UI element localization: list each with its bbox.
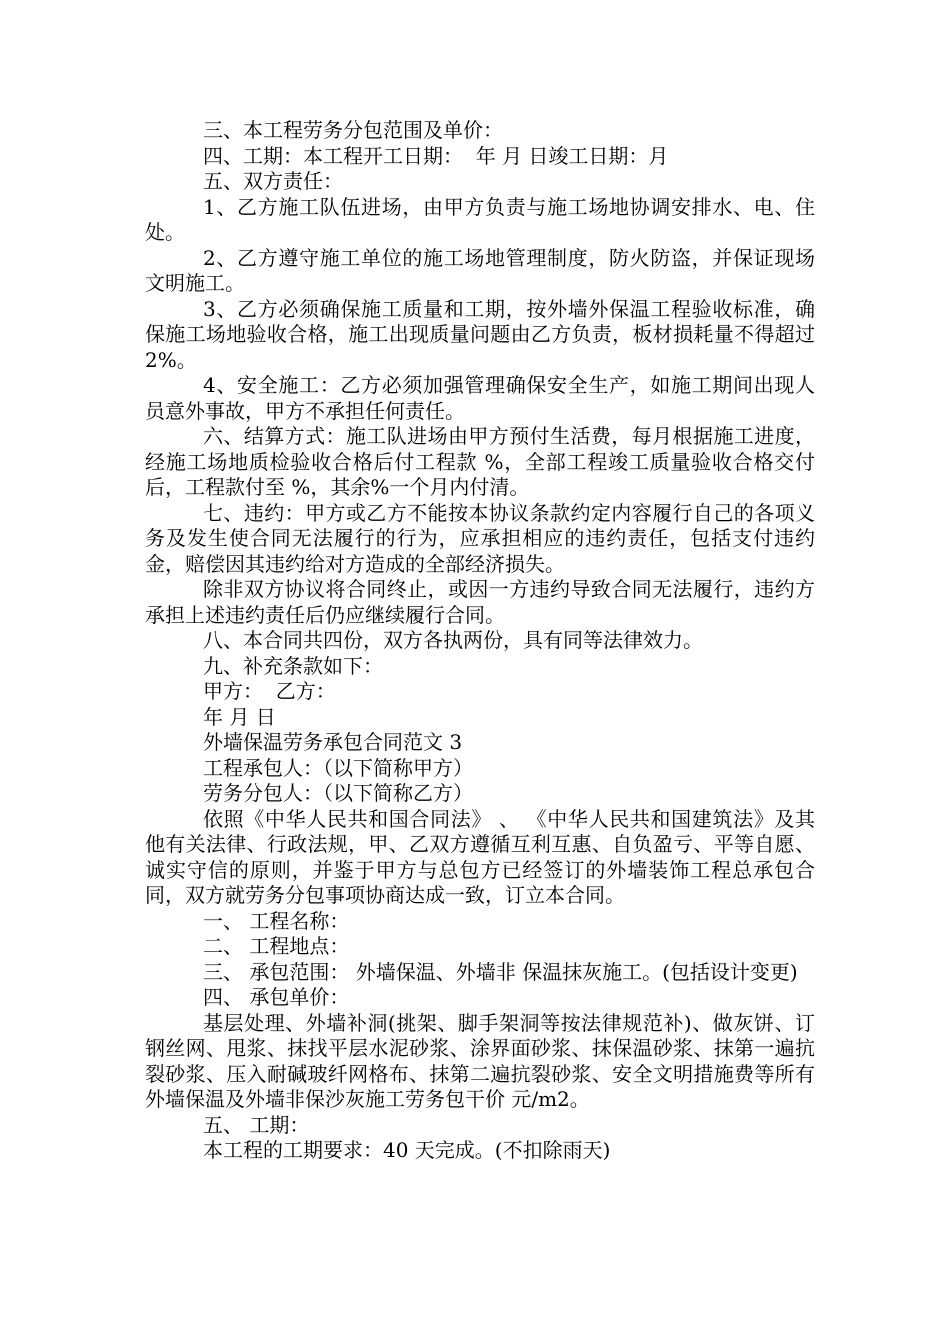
clause-3-heading: 三、本工程劳务分包范围及单价： bbox=[203, 118, 503, 142]
signature-parties: 甲方： 乙方： bbox=[203, 679, 336, 703]
schedule-requirement: 本工程的工期要求：40 天完成。(不扣除雨天) bbox=[203, 1138, 611, 1162]
item-2-project-location: 二、 工程地点： bbox=[203, 934, 350, 958]
contractor-party-a: 工程承包人：（以下简称甲方） bbox=[203, 755, 473, 780]
item-4-unit-price: 四、 承包单价： bbox=[203, 985, 350, 1009]
breach-continuation: 除非双方协议将合同终止，或因一方违约导致合同无法履行，违约方承担上述违约责任后仍应继续履行合同。 bbox=[145, 577, 815, 627]
clause-6-settlement: 六、结算方式：施工队进场由甲方预付生活费，每月根据施工进度，经施工场地质检验收合格后付工程款 %，全部工程竣工质量验收合格交付后，工程款付至 %，其余%一个月内付清。 bbox=[145, 424, 815, 499]
responsibility-2: 2、乙方遵守施工单位的施工场地管理制度，防火防盗，并保证现场文明施工。 bbox=[145, 245, 815, 295]
item-5-schedule: 五、 工期： bbox=[203, 1112, 310, 1137]
subcontractor-party-b: 劳务分包人：（以下简称乙方） bbox=[203, 781, 473, 805]
signature-date: 年 月 日 bbox=[203, 704, 276, 729]
responsibility-3: 3、乙方必须确保施工质量和工期，按外墙外保温工程验收标准，确保施工场地验收合格，施工出现质量问题由乙方负责，板材损耗量不得超过 2%。 bbox=[145, 296, 822, 372]
clause-7-breach: 七、违约：甲方或乙方不能按本协议条款约定内容履行自己的各项义务及发生使合同无法履行的行为，应承担相应的违约责任，包括支付违约金，赔偿因其违约给对方造成的全部经济损失。 bbox=[145, 500, 815, 576]
responsibility-4: 4、安全施工：乙方必须加强管理确保安全生产，如施工期间出现人员意外事故，甲方不承担任何责任。 bbox=[145, 373, 815, 423]
clause-5-heading: 五、双方责任： bbox=[203, 169, 343, 193]
preamble: 依照《中华人民共和国合同法》 、 《中华人民共和国建筑法》及其他有关法律、行政法规，甲、乙双方遵循互利互惠、自负盈亏、平等自愿、诚实守信的原则，并鉴于甲方与总包方已经签订的外墙装饰工程总承包合同，双方就劳务分包事项协商达成一致，订立本合同。 bbox=[145, 806, 815, 907]
responsibility-1: 1、乙方施工队伍进场，由甲方负责与施工场地协调安排水、电、住处。 bbox=[145, 194, 815, 244]
clause-4-schedule: 四、工期：本工程开工日期： 年 月 日竣工日期：月 bbox=[203, 143, 669, 168]
contract-sample-title: 外墙保温劳务承包合同范文 3 bbox=[203, 730, 463, 754]
item-1-project-name: 一、 工程名称： bbox=[203, 908, 350, 933]
document-body bbox=[145, 118, 822, 1164]
unit-price-details: 基层处理、外墙补洞(挑架、脚手架洞等按法律规范补)、做灰饼、订钢丝网、甩浆、抹找平层水泥砂浆、涂界面砂浆、抹保温砂浆、抹第一遍抗裂砂浆、压入耐碱玻纤网格布、抹第二遍抗裂砂浆、安全文明措施费等所有外墙保温及外墙非保沙灰施工劳务包干价 元/m2。 bbox=[145, 1010, 815, 1111]
item-3-scope: 三、 承包范围： 外墙保温、外墙非 保温抹灰施工。(包括设计变更) bbox=[203, 959, 798, 984]
clause-8-copies: 八、本合同共四份，双方各执两份，具有同等法律效力。 bbox=[203, 628, 703, 652]
clause-9-supplementary: 九、补充条款如下： bbox=[203, 653, 383, 678]
